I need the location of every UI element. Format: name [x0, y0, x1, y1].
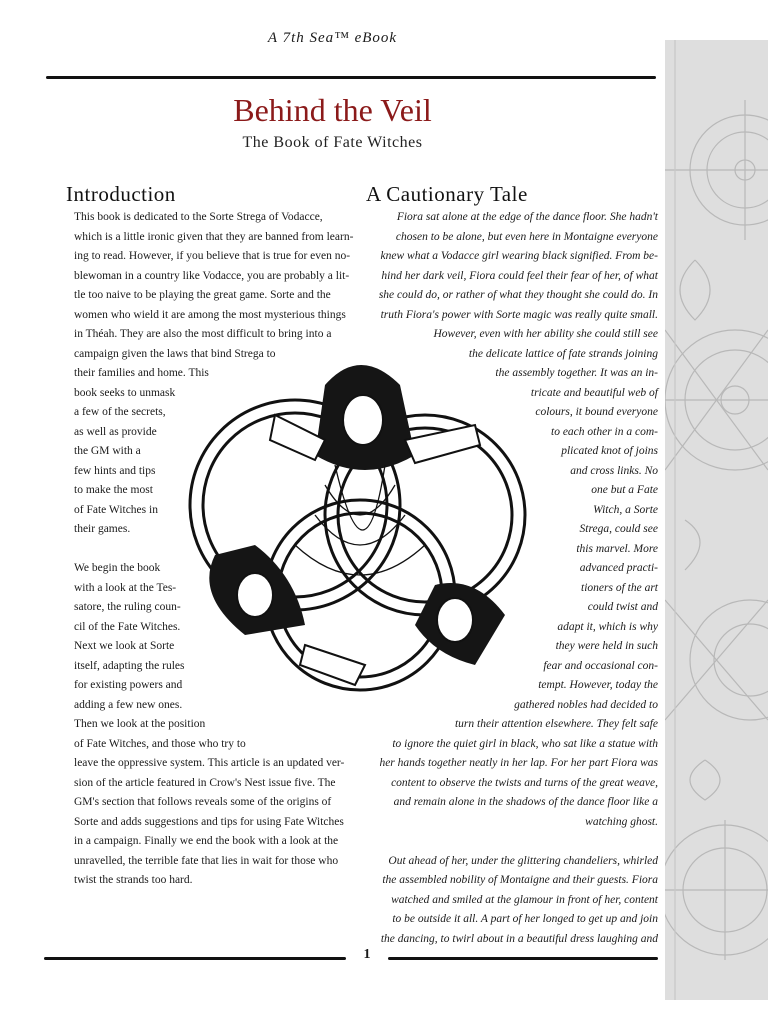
tale-text-line: content to observe the twists and turns of the great weave, [391, 776, 658, 789]
introduction-text-line: few hints and tips [74, 464, 156, 477]
tale-text-line: Out ahead of her, under the glittering chandeliers, whirled [388, 854, 658, 867]
cautionary-tale-heading: A Cautionary Tale [366, 182, 528, 206]
tale-text-line: the delicate lattice of fate strands joining [468, 347, 658, 360]
tale-text-line: truth Fiora's power with Sorte magic was really quite small. [380, 308, 658, 321]
tale-text-line: tempt. However, today the [538, 679, 658, 691]
tale-text-line: knew what a Vodacce girl wearing black signified. From be- [380, 250, 658, 262]
introduction-text-line: of Fate Witches in [74, 503, 158, 516]
introduction-text-line: Sorte and adds suggestions and tips for using Fate Witches [74, 815, 344, 828]
introduction-text-line: a few of the secrets, [74, 406, 166, 418]
introduction-text-line: leave the oppressive system. This article is an updated ver- [74, 757, 345, 769]
introduction-text-line: GM's section that follows reveals some of the origins of [74, 796, 332, 808]
tale-text-line: the assembled nobility of Montaigne and their guests. Fiora [382, 874, 658, 886]
tale-text-line: Strega, could see [579, 523, 658, 535]
tale-text-line: watched and smiled at the glamour in front of her, content [391, 893, 658, 906]
introduction-text-line: adding a few new ones. [74, 698, 183, 711]
page-title: Behind the Veil [233, 92, 432, 128]
tale-text-line: to be outside it all. A part of her longed to get up and join [392, 913, 658, 925]
introduction-text-line: ing to read. However, if you believe that is true for even no- [74, 250, 351, 262]
ebook-header: A 7th Sea™ eBook [267, 30, 398, 46]
tale-text-line: could twist and [587, 601, 658, 613]
introduction-text-line: Then we look at the position [74, 718, 206, 730]
introduction-text-line: their games. [74, 523, 131, 535]
introduction-text-line: in a campaign. Finally we end the book with a look at the [74, 835, 339, 847]
introduction-text-line: twist the strands too hard. [74, 874, 193, 886]
introduction-text-line: tle too naive to be playing the great game. Sorte and the [74, 289, 331, 301]
tale-text-line: turn their attention elsewhere. They felt safe [454, 718, 658, 730]
introduction-heading: Introduction [66, 182, 176, 206]
tale-text-line: tricate and beautiful web of [530, 386, 658, 399]
introduction-text-line: unravelled, the terrible fate that lies in wait for those who [74, 854, 339, 867]
introduction-text-line: We begin the book [74, 562, 161, 574]
introduction-text-line: with a look at the Tes- [74, 581, 177, 594]
introduction-text-line: blewoman in a country like Vodacce, you are probably a lit- [74, 269, 350, 282]
introduction-text-line: as well as provide [74, 425, 157, 438]
tale-text-line: and cross links. No [570, 464, 658, 477]
tale-text-line: colours, it bound everyone [535, 406, 658, 418]
page-number: 1 [363, 947, 371, 962]
bottom-rule-left [44, 957, 346, 960]
introduction-text-line: to make the most [74, 484, 153, 496]
page-subtitle: The Book of Fate Witches [242, 134, 423, 151]
tale-text-line: adapt it, which is why [557, 620, 658, 633]
introduction-text-line: sion of the article featured in Crow's Nest issue five. The [74, 776, 336, 789]
introduction-text-line: cil of the Fate Witches. [74, 620, 181, 633]
tale-text-line: hind her dark veil, Fiora could feel their fear of her, of what [381, 269, 658, 282]
introduction-text-line: book seeks to unmask [74, 386, 176, 399]
top-rule [46, 76, 656, 79]
tale-text-line: she could do, or rather of what they thought she could do. In [378, 289, 658, 301]
introduction-text-line: women who wield it are among the most mysterious things [74, 308, 346, 321]
fate-witches-illustration [175, 345, 560, 715]
introduction-text-line: Next we look at Sorte [74, 640, 175, 652]
introduction-text-line: for existing powers and [74, 679, 183, 691]
introduction-text-line: This book is dedicated to the Sorte Strega of Vodacce, [74, 211, 323, 223]
introduction-text-line: which is a little ironic given that they are banned from learn- [74, 230, 354, 243]
tale-text-line: Witch, a Sorte [593, 503, 658, 516]
decorative-margin-art [665, 40, 768, 1000]
tale-text-line: fear and occasional con- [543, 659, 658, 672]
tale-text-line: the dancing, to twirl about in a beautiful dress laughing and [380, 932, 658, 945]
introduction-text-line: campaign given the laws that bind Strega to [74, 347, 276, 360]
tale-text-line: However, even with her ability she could still see [433, 328, 658, 340]
introduction-text-line: satore, the ruling coun- [74, 601, 181, 613]
tale-text-line: and remain alone in the shadows of the dance floor like a [393, 796, 658, 808]
tale-text-line: to ignore the quiet girl in black, who sat like a statue with [392, 737, 658, 750]
tale-text-line: the assembly together. It was an in- [495, 367, 658, 379]
tale-text-line: gathered nobles had decided to [514, 698, 658, 711]
introduction-text-line: itself, adapting the rules [74, 659, 185, 672]
tale-text-line: her hands together neatly in her lap. For her part Fiora was [379, 757, 658, 769]
tale-text-line: they were held in such [555, 640, 658, 652]
three-witches-knot-icon [175, 345, 560, 715]
tale-text-line: Fiora sat alone at the edge of the dance floor. She hadn't [396, 211, 658, 223]
tale-text-line: chosen to be alone, but even here in Montaigne everyone [395, 230, 658, 243]
tale-text-line: plicated knot of joins [561, 445, 658, 457]
bottom-rule-right [388, 957, 658, 960]
introduction-text-line: the GM with a [74, 445, 141, 457]
tale-text-line: this marvel. More [576, 542, 658, 555]
introduction-text-line: their families and home. This [74, 367, 209, 379]
compass-pattern-icon [665, 40, 768, 1000]
tale-text-line: one but a Fate [591, 484, 658, 496]
tale-text-line: watching ghost. [585, 815, 658, 828]
tale-text-line: tioners of the art [581, 581, 658, 594]
introduction-text-line: in Théah. They are also the most difficult to bring into a [74, 328, 332, 340]
tale-text-line: to each other in a com- [551, 425, 658, 438]
introduction-text-line: of Fate Witches, and those who try to [74, 737, 246, 750]
tale-text-line: advanced practi- [579, 562, 658, 574]
